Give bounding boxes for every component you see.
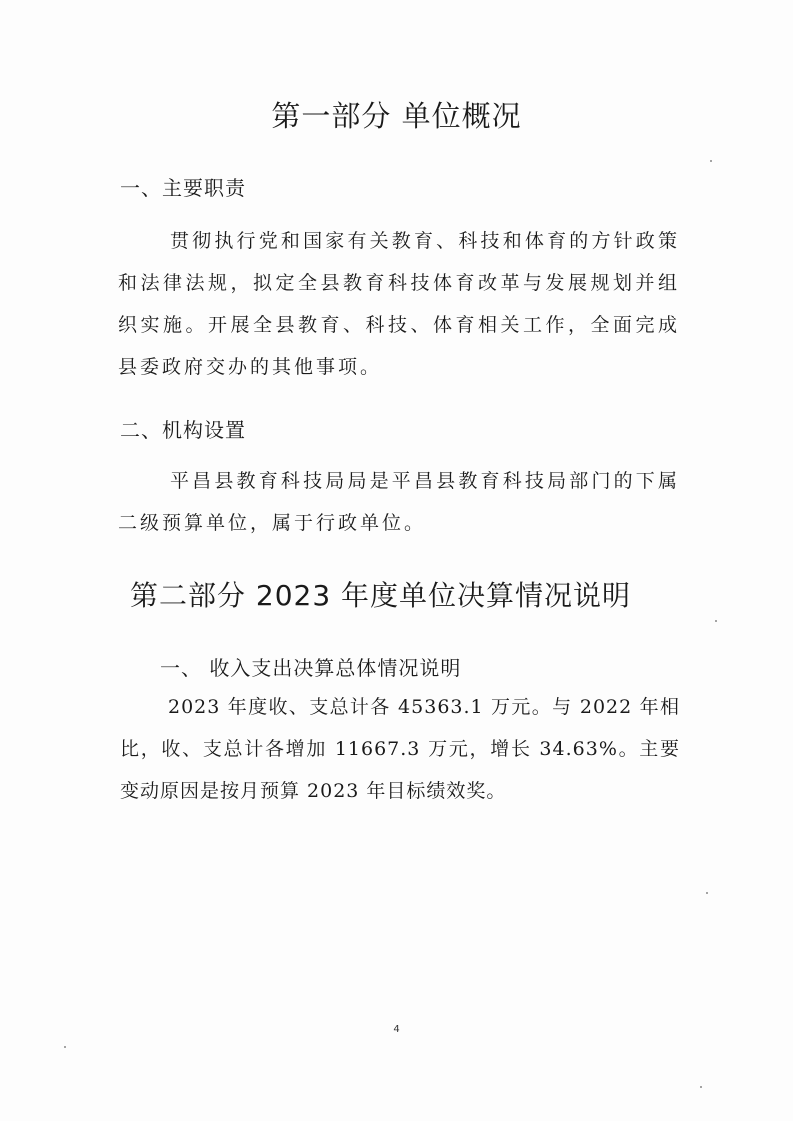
section-heading-main-duties: 一、主要职责 [120,176,246,200]
scan-speck [706,892,708,894]
scan-speck [715,620,717,622]
part-two-title: 第二部分 2023 年度单位决算情况说明 [130,579,632,612]
section-heading-income-expenditure: 一、 收入支出决算总体情况说明 [160,656,462,680]
section-heading-organization: 二、机构设置 [120,418,246,442]
page-number: 4 [393,1024,400,1035]
scan-speck [710,160,712,162]
organization-paragraph: 平昌县教育科技局局是平昌县教育科技局部门的下属二级预算单位，属于行政单位。 [118,470,680,534]
scan-speck [64,1046,66,1048]
part-one-title: 第一部分 单位概况 [271,99,522,133]
main-duties-paragraph: 贯彻执行党和国家有关教育、科技和体育的方针政策和法律法规，拟定全县教育科技体育改革与发展规划并组织实施。开展全县教育、科技、体育相关工作，全面完成县委政府交办的其他事项。 [118,230,680,378]
scan-speck [700,1086,702,1088]
income-expenditure-paragraph: 2023 年度收、支总计各 45363.1 万元。与 2022 年相比，收、支总计各增加 11667.3 万元，增长 34.63%。主要变动原因是按月预算 2023 年目标绩效奖。 [120,696,680,802]
